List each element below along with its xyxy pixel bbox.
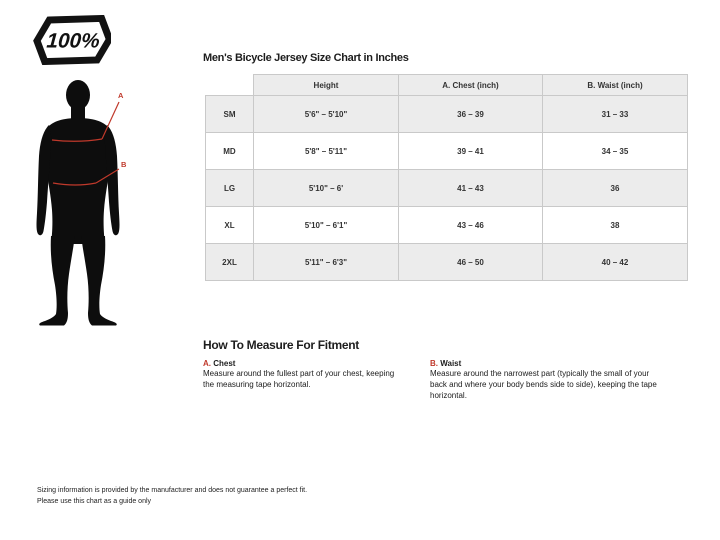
size-cell: MD xyxy=(206,133,254,170)
chest-cell: 36 – 39 xyxy=(399,96,543,133)
header-row xyxy=(206,75,688,96)
table-row-xl xyxy=(206,207,688,244)
chest-measure-title xyxy=(203,359,403,368)
waist-label: Waist xyxy=(440,359,462,368)
body-measurement-figure xyxy=(26,78,134,330)
waist-cell: 34 – 35 xyxy=(543,133,688,170)
logo-text: 100% xyxy=(45,29,101,53)
waist-cell: 38 xyxy=(543,207,688,244)
size-cell: LG xyxy=(206,170,254,207)
size-table xyxy=(205,74,688,281)
hexagon-badge-icon xyxy=(31,15,111,65)
chest-measure-text: Measure around the fullest part of your chest, keeping the measuring tape horizontal. xyxy=(203,369,395,389)
size-cell: XL xyxy=(206,207,254,244)
how-to-measure-heading: How To Measure For Fitment xyxy=(203,338,359,352)
page-title: Men's Bicycle Jersey Size Chart in Inches xyxy=(203,52,409,64)
chest-cell: 46 – 50 xyxy=(399,244,543,281)
chest-measure-section xyxy=(203,359,403,391)
size-cell: SM xyxy=(206,96,254,133)
height-cell: 5'11" – 6'3" xyxy=(254,244,399,281)
table-row-2xl xyxy=(206,244,688,281)
waist-cell: 40 – 42 xyxy=(543,244,688,281)
height-cell: 5'8" – 5'11" xyxy=(254,133,399,170)
height-cell: 5'10" – 6'1" xyxy=(254,207,399,244)
waist-prefix: B. xyxy=(430,359,438,368)
brand-logo xyxy=(31,15,111,65)
chest-prefix: A. xyxy=(203,359,211,368)
size-cell: 2XL xyxy=(206,244,254,281)
waist-measure-section xyxy=(430,359,658,401)
disclaimer-line-2: Please use this chart as a guide only xyxy=(37,497,152,505)
waist-cell: 36 xyxy=(543,170,688,207)
chest-label: Chest xyxy=(213,359,236,368)
waist-measure-text: Measure around the narrowest part (typically the small of your back and where your body bends side to side), keeping the tape horizontal. xyxy=(430,369,657,400)
male-silhouette-icon xyxy=(26,78,134,330)
chest-column-header: A. Chest (inch) xyxy=(399,75,543,96)
chest-label-a: A xyxy=(118,91,124,100)
table-row-md xyxy=(206,133,688,170)
chest-cell: 41 – 43 xyxy=(399,170,543,207)
height-column-header: Height xyxy=(254,75,399,96)
height-cell: 5'6" – 5'10" xyxy=(254,96,399,133)
waist-measure-title xyxy=(430,359,658,368)
waist-label-b: B xyxy=(121,160,127,169)
chest-cell: 43 – 46 xyxy=(399,207,543,244)
waist-cell: 31 – 33 xyxy=(543,96,688,133)
disclaimer xyxy=(37,486,307,507)
chest-cell: 39 – 41 xyxy=(399,133,543,170)
height-cell: 5'10" – 6' xyxy=(254,170,399,207)
waist-column-header: B. Waist (inch) xyxy=(543,75,688,96)
blank-header-cell xyxy=(206,75,254,96)
table-row-lg xyxy=(206,170,688,207)
table-row-sm xyxy=(206,96,688,133)
disclaimer-line-1: Sizing information is provided by the manufacturer and does not guarantee a perfect fit. xyxy=(37,487,308,494)
